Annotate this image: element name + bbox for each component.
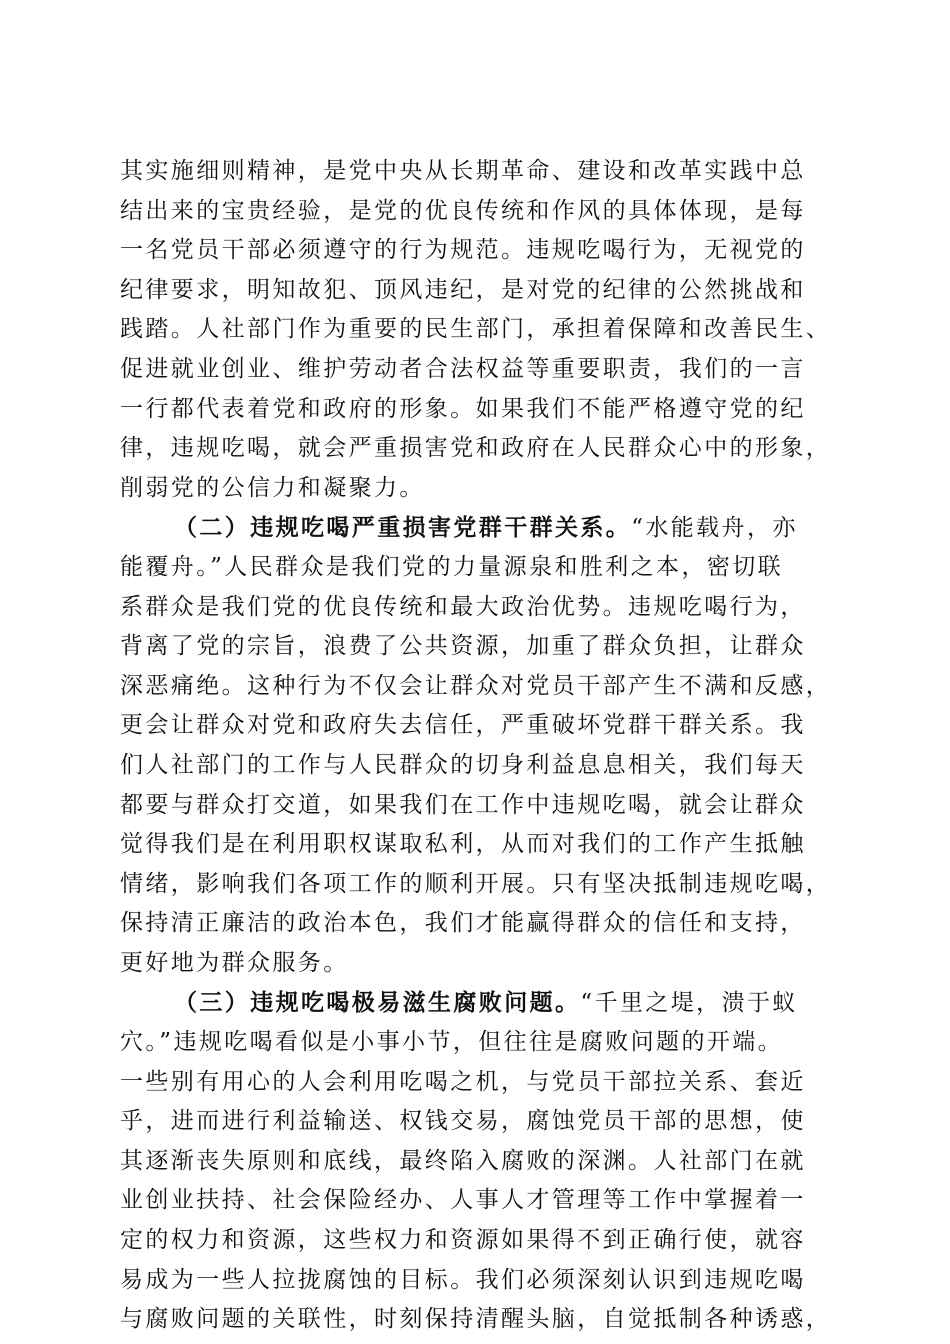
- text-line: 更好地为群众服务。: [120, 949, 349, 976]
- text-line: 律，违规吃喝，就会严重损害党和政府在人民群众心中的形象，: [120, 435, 832, 462]
- section-heading-line: [120, 983, 840, 1023]
- text-line: 深恶痛绝。这种行为不仅会让群众对党员干部产生不满和反感，: [120, 672, 832, 699]
- text-line: 情绪，影响我们各项工作的顺利开展。只有坚决抵制违规吃喝，: [120, 870, 832, 897]
- text-line: 乎，进而进行利益输送、权钱交易，腐蚀党员干部的思想，使: [120, 1108, 806, 1135]
- text-line: 易成为一些人拉拢腐蚀的目标。我们必须深刻认识到违规吃喝: [120, 1266, 806, 1293]
- section-heading: （二）违规吃喝严重损害党群干群关系。: [174, 514, 632, 542]
- section-heading-line: [120, 508, 840, 548]
- text-line: 们人社部门的工作与人民群众的切身利益息息相关，我们每天: [120, 751, 806, 778]
- text-line: 保持清正廉洁的政治本色，我们才能赢得群众的信任和支持，: [120, 910, 806, 937]
- text-line: 践踏。人社部门作为重要的民生部门，承担着保障和改善民生、: [120, 316, 832, 343]
- text-line: 与腐败问题的关联性，时刻保持清醒头脑，自觉抵制各种诱惑，: [120, 1306, 832, 1333]
- text-line: 系群众是我们党的优良传统和最大政治优势。违规吃喝行为，: [120, 593, 806, 620]
- text-line: 业创业扶持、社会保险经办、人事人才管理等工作中掌握着一: [120, 1187, 806, 1214]
- text-line: 穴。”违规吃喝看似是小事小节，但往往是腐败问题的开端。: [120, 1029, 784, 1056]
- text-line: 其实施细则精神，是党中央从长期革命、建设和改革实践中总: [120, 158, 806, 184]
- text-line: 定的权力和资源，这些权力和资源如果得不到正确行使，就容: [120, 1227, 806, 1254]
- section-heading: （三）违规吃喝极易滋生腐败问题。: [174, 989, 581, 1017]
- text-line: 能覆舟。”人民群众是我们党的力量源泉和胜利之本，密切联: [120, 553, 784, 580]
- section-heading-continuation: “千里之堤，溃于蚁: [580, 990, 798, 1017]
- text-line: 一些别有用心的人会利用吃喝之机，与党员干部拉关系、套近: [120, 1068, 806, 1095]
- text-line: 一名党员干部必须遵守的行为规范。违规吃喝行为，无视党的: [120, 237, 806, 264]
- text-line: 结出来的宝贵经验，是党的优良传统和作风的具体体现，是每: [120, 197, 806, 224]
- text-line: 觉得我们是在利用职权谋取私利，从而对我们的工作产生抵触: [120, 831, 806, 858]
- text-line: 促进就业创业、维护劳动者合法权益等重要职责，我们的一言: [120, 355, 806, 382]
- text-line: 更会让群众对党和政府失去信任，严重破坏党群干群关系。我: [120, 712, 806, 739]
- text-line: 其逐渐丧失原则和底线，最终陷入腐败的深渊。人社部门在就: [120, 1147, 806, 1174]
- body-text: [120, 152, 840, 1340]
- text-line: 削弱党的公信力和凝聚力。: [120, 474, 425, 501]
- text-line: 背离了党的宗旨，浪费了公共资源，加重了群众负担，让群众: [120, 633, 806, 660]
- text-line: 纪律要求，明知故犯、顶风违纪，是对党的纪律的公然挑战和: [120, 276, 806, 303]
- text-line: 一行都代表着党和政府的形象。如果我们不能严格遵守党的纪: [120, 395, 806, 422]
- section-heading-continuation: “水能载舟，亦: [631, 515, 798, 542]
- text-line: 都要与群众打交道，如果我们在工作中违规吃喝，就会让群众: [120, 791, 806, 818]
